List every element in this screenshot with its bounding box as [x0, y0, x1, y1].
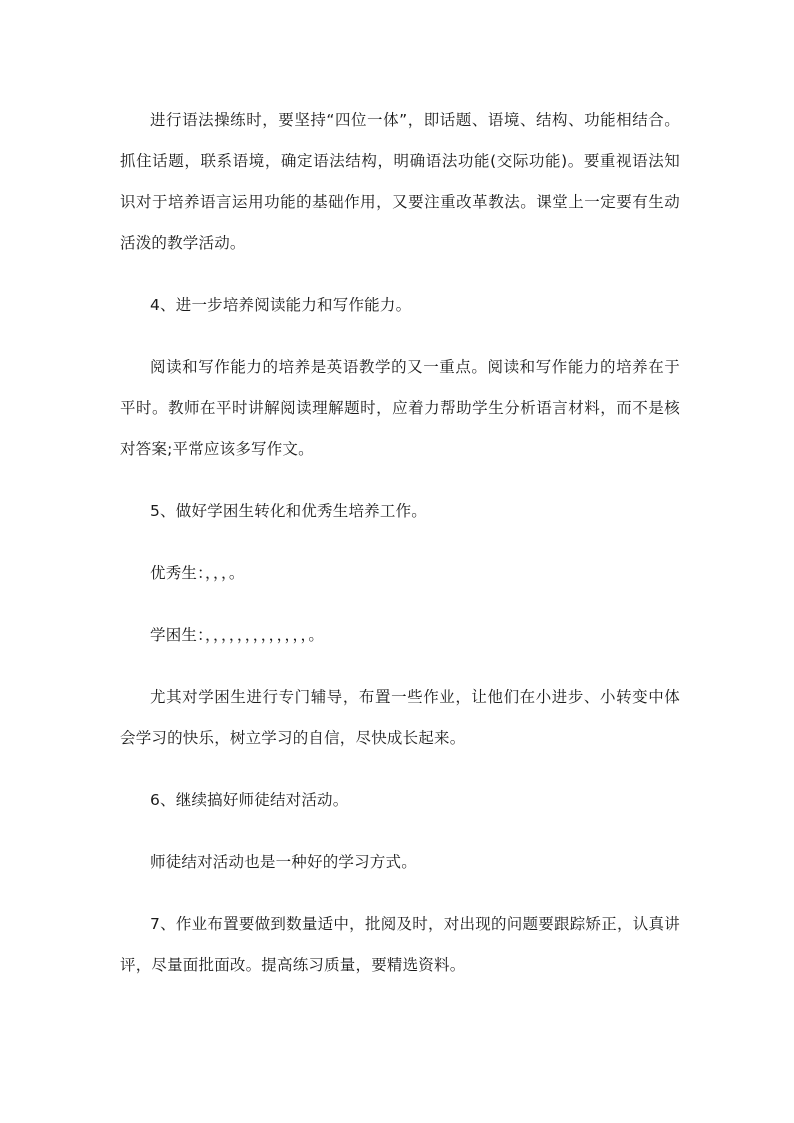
paragraph-struggling-students: 学困生：，，，，，，，，，，，，，。 [150, 626, 325, 644]
heading-item-7: 7、作业布置要做到数量适中，批阅及时，对出现的问题要跟踪矫正，认真讲评，尽量面批面改。提高练习质量，要精选资料。 [120, 915, 680, 974]
heading-item-6: 6、继续搞好师徒结对活动。 [150, 791, 349, 809]
paragraph-tutoring: 尤其对学困生进行专门辅导，布置一些作业，让他们在小进步、小转变中体会学习的快乐，树立学习的自信，尽快成长起来。 [120, 688, 680, 747]
paragraph-mentorship: 师徒结对活动也是一种好的学习方式。 [150, 853, 417, 871]
heading-item-5: 5、做好学困生转化和优秀生培养工作。 [150, 502, 427, 520]
paragraph-excellent-students: 优秀生：，，，。 [150, 564, 245, 582]
document-body [120, 100, 680, 986]
paragraph-grammar-practice: 进行语法操练时，要坚持“四位一体”，即话题、语境、结构、功能相结合。抓住话题，联系语境，确定语法结构，明确语法功能(交际功能)。要重视语法知识对于培养语言运用功能的基础作用，又要注重改革教法。课堂上一定要有生动活泼的教学活动。 [120, 111, 680, 252]
paragraph-reading-writing: 阅读和写作能力的培养是英语教学的又一重点。阅读和写作能力的培养在于平时。教师在平时讲解阅读理解题时，应着力帮助学生分析语言材料，而不是核对答案;平常应该多写作文。 [120, 358, 680, 458]
heading-item-4: 4、进一步培养阅读能力和写作能力。 [150, 296, 412, 314]
